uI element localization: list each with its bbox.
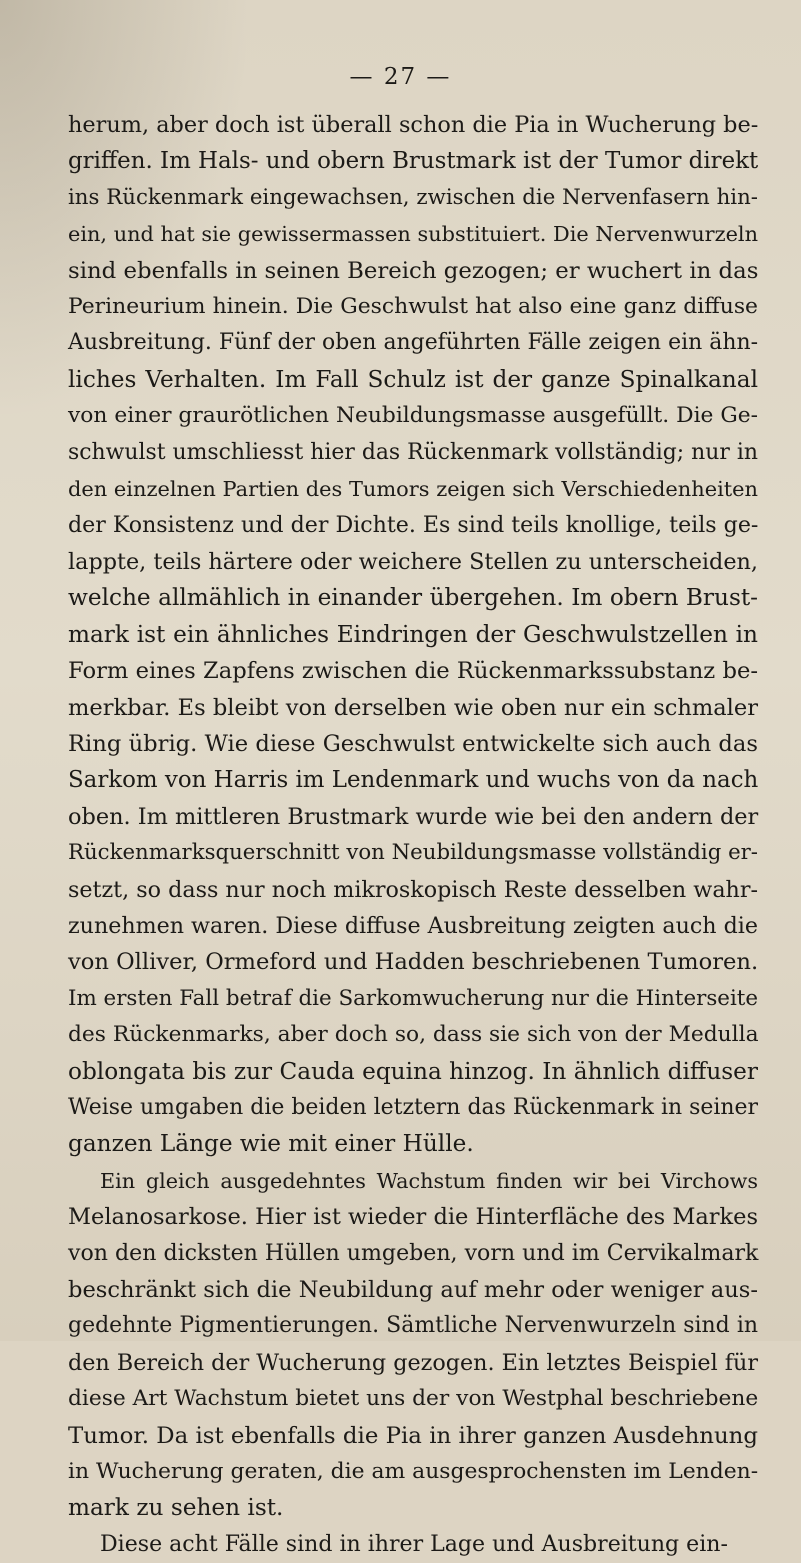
text-line: diese Art Wachstum bietet uns der von Westphal beschriebene (68, 1386, 759, 1412)
text-line: Diese acht Fälle sind in ihrer Lage und Ausbreitung ein- (100, 1531, 728, 1557)
text-line: der Konsistenz und der Dichte. Es sind teils knollige, teils ge- (68, 512, 759, 539)
text-line: gedehnte Pigmentierungen. Sämtliche Nervenwurzeln sind in (68, 1313, 758, 1339)
text-line: in Wucherung geraten, die am ausgesprochensten im Lenden- (68, 1459, 759, 1485)
paragraph (68, 107, 758, 1163)
text-line: mark ist ein ähnliches Eindringen der Geschwulstzellen in (68, 620, 758, 648)
text-line: oblongata bis zur Cauda equina hinzog. In ähnlich diffuser (68, 1057, 758, 1085)
text-line: welche allmählich in einander übergehen. Im obern Brust- (68, 584, 758, 612)
paragraph (68, 1163, 758, 1527)
text-line: des Rückenmarks, aber doch so, dass sie sich von der Medulla (68, 1022, 759, 1048)
text-line: von Olliver, Ormeford und Hadden beschriebenen Tumoren. (68, 949, 759, 976)
page-number: — 27 — (349, 64, 452, 90)
text-line: Ring übrig. Wie diese Geschwulst entwickelte sich auch das (68, 730, 758, 757)
text-line: den Bereich der Wucherung gezogen. Ein letztes Beispiel für (68, 1349, 758, 1376)
text-line: den einzelnen Partien des Tumors zeigen sich Verschiedenheiten (68, 477, 758, 502)
text-line: setzt, so dass nur noch mikroskopisch Reste desselben wahr- (68, 876, 758, 903)
text-body (68, 107, 758, 1563)
text-line: Form eines Zapfens zwischen die Rückenmarkssubstanz be- (68, 658, 758, 685)
text-line: merkbar. Es bleibt von derselben wie oben nur ein schmaler (68, 694, 758, 721)
text-line: von den dicksten Hüllen umgeben, vorn und im Cervikalmark (68, 1240, 759, 1266)
paragraph (68, 1527, 758, 1563)
text-line: ein, und hat sie gewissermassen substituiert. Die Nervenwurzeln (68, 222, 758, 247)
text-line: schwulst umschliesst hier das Rückenmark vollständig; nur in (68, 439, 758, 465)
text-line: Ausbreitung. Fünf der oben angeführten Fälle zeigen ein ähn- (68, 330, 758, 356)
text-line: Rückenmarksquerschnitt von Neubildungsmasse vollständig er- (68, 840, 758, 866)
text-line: ins Rückenmark eingewachsen, zwischen die Nervenfasern hin- (68, 184, 758, 210)
text-line: liches Verhalten. Im Fall Schulz ist der ganze Spinalkanal (68, 365, 758, 393)
text-line: zunehmen waren. Diese diffuse Ausbreitung zeigten auch die (68, 912, 758, 939)
text-line: ganzen Länge wie mit einer Hülle. (68, 1130, 474, 1158)
text-line: oben. Im mittleren Brustmark wurde wie bei den andern der (68, 803, 759, 830)
text-line: Sarkom von Harris im Lendenmark und wuchs von da nach (68, 767, 759, 794)
text-line: Melanosarkose. Hier ist wieder die Hinterfläche des Markes (68, 1204, 759, 1231)
text-line: Ein gleich ausgedehntes Wachstum finden wir bei Virchows (100, 1168, 758, 1193)
text-line: beschränkt sich die Neubildung auf mehr oder weniger aus- (68, 1277, 758, 1303)
text-line: mark zu sehen ist. (68, 1494, 284, 1522)
text-line: Im ersten Fall betraf die Sarkomwucherung nur die Hinterseite (68, 985, 759, 1011)
text-line: lappte, teils härtere oder weichere Stellen zu unterscheiden, (68, 548, 758, 575)
text-line: Perineurium hinein. Die Geschwulst hat also eine ganz diffuse (68, 294, 758, 320)
text-line: von einer graurötlichen Neubildungsmasse ausgefüllt. Die Ge- (68, 403, 758, 429)
text-line: Weise umgaben die beiden letztern das Rückenmark in seiner (68, 1094, 758, 1120)
text-line: herum, aber doch ist überall schon die Pia in Wucherung be- (68, 112, 759, 138)
text-line: Tumor. Da ist ebenfalls die Pia in ihrer ganzen Ausdehnung (68, 1422, 758, 1449)
text-line: sind ebenfalls in seinen Bereich gezogen; er wuchert in das (68, 257, 759, 284)
text-line: griffen. Im Hals- und obern Brustmark ist der Tumor direkt (68, 148, 759, 175)
